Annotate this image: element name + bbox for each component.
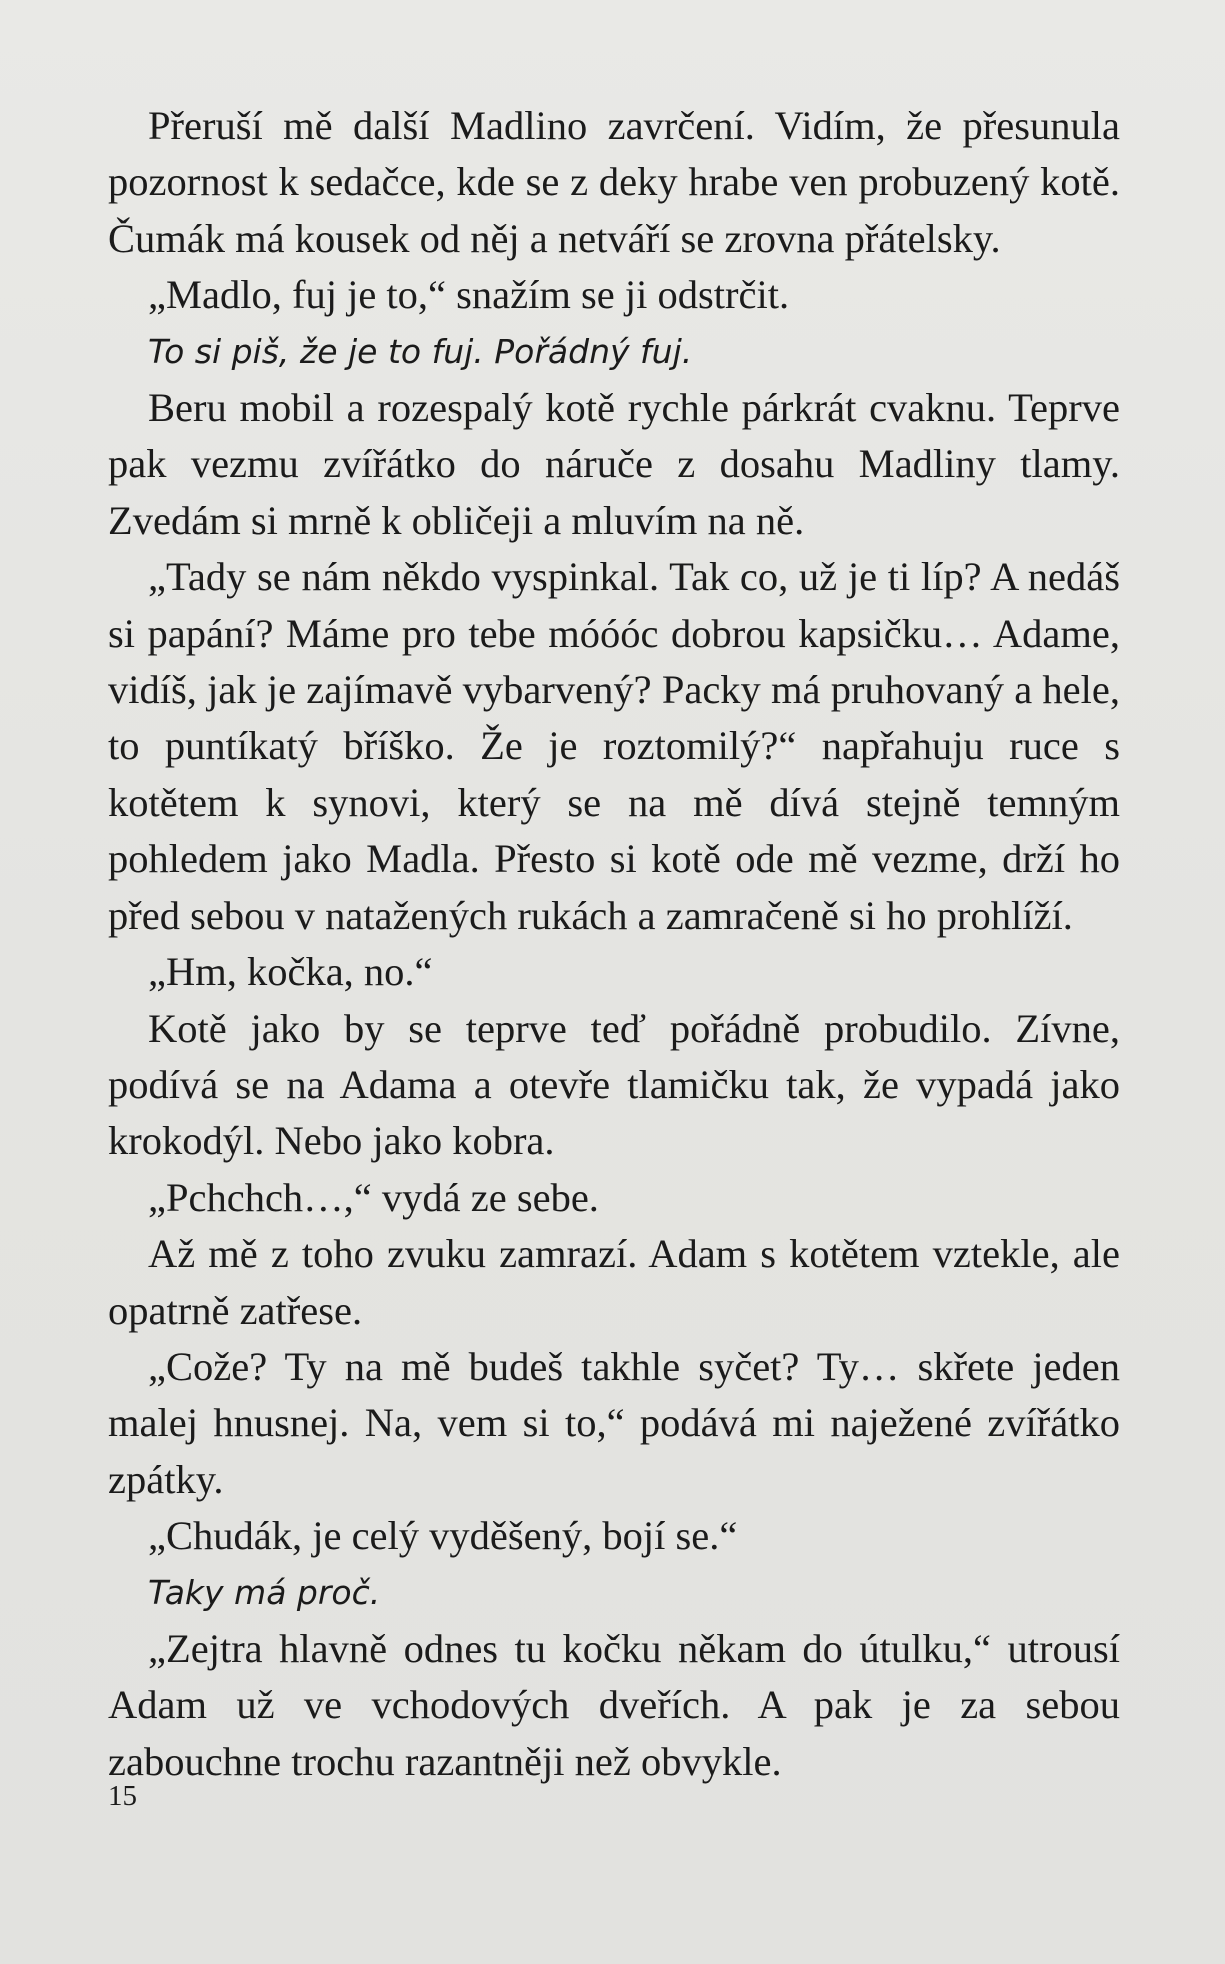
paragraph-italic: To si piš, že je to fuj. Pořádný fuj.	[148, 331, 693, 371]
paragraph: Beru mobil a rozespalý kotě rychle párkrát cvaknu. Teprve pak vezmu zvířátko do náruče z dosahu Madliny tlamy. Zvedám si mrně k obličeji a mluvím na ně.	[108, 385, 1120, 543]
paragraph: Kotě jako by se teprve teď pořádně probudilo. Zívne, podívá se na Adama a otevře tlamičku tak, že vypadá jako krokodýl. Nebo jako kobra.	[108, 1005, 1120, 1164]
paragraph: „Hm, kočka, no.“	[148, 949, 433, 995]
paragraph: „Pchchch…,“ vydá ze sebe.	[148, 1174, 599, 1220]
body-text	[108, 98, 1120, 1790]
page-number: 15	[108, 1780, 137, 1812]
paragraph: „Cože? Ty na mě budeš takhle syčet? Ty… skřete jeden malej hnusnej. Na, vem si to,“ podává mi naježené zvířátko zpátky.	[108, 1343, 1120, 1502]
paragraph: „Madlo, fuj je to,“ snažím se ji odstrčit.	[148, 272, 790, 318]
paragraph: „Zejtra hlavně odnes tu kočku někam do útulku,“ utrousí Adam už ve vchodových dveřích. A pak je za sebou zabouchne trochu razantněji než obvykle.	[108, 1625, 1120, 1784]
paragraph: Až mě z toho zvuku zamrazí. Adam s kotětem vztekle, ale opatrně zatřese.	[108, 1231, 1120, 1333]
paragraph: Přeruší mě další Madlino zavrčení. Vidím, že přesunula pozornost k sedačce, kde se z deky hrabe ven probuzený kotě. Čumák má kousek od něj a netváří se zrovna přátelsky.	[108, 103, 1120, 261]
paragraph: „Tady se nám někdo vyspinkal. Tak co, už je ti líp? A nedáš si papání? Máme pro tebe móóóc dobrou kapsičku… Adame, vidíš, jak je zajímavě vybarvený? Packy má pruhovaný a hele, to puntíkatý bříško. Že je roztomilý?“ napřahuju ruce s kotětem k synovi, který se na mě dívá stejně temným pohledem jako Madla. Přesto si kotě ode mě vezme, drží ho před sebou v natažených rukách a zamračeně si ho prohlíží.	[108, 554, 1120, 938]
paragraph: „Chudák, je celý vyděšený, bojí se.“	[148, 1513, 738, 1559]
paragraph-italic: Taky má proč.	[148, 1572, 381, 1612]
